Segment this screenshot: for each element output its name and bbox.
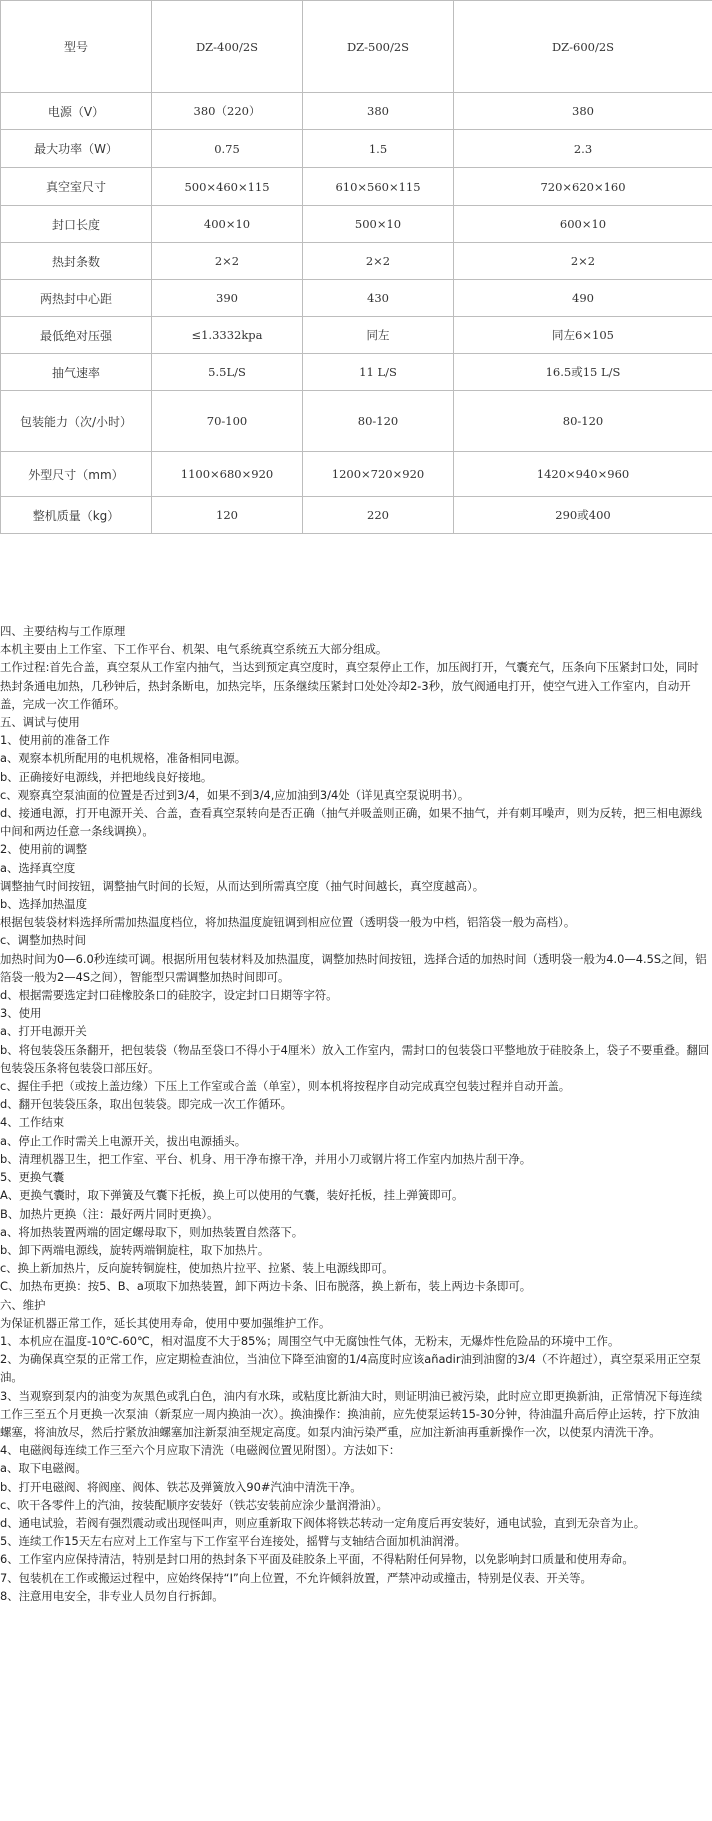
table-cell: 80-120	[303, 391, 454, 452]
list-item: 6、工作室内应保持清洁，特别是封口用的热封条下平面及硅胶条上平面，不得粘附任何异物，以免影响封口质量和使用寿命。	[0, 1552, 634, 1567]
table-cell: 720×620×160	[454, 168, 712, 206]
list-item: d、翻开包装袋压条，取出包装袋。即完成一次工作循环。	[0, 1097, 292, 1112]
table-row	[1, 93, 712, 130]
list-item: c、换上新加热片，反向旋转铜旋柱，使加热片拉平、拉紧、装上电源线即可。	[0, 1261, 394, 1276]
list-item: A、更换气囊时，取下弹簧及气囊下托板，换上可以使用的气囊，装好托板，挂上弹簧即可。	[0, 1188, 464, 1203]
subsection-heading: 3、使用	[0, 1006, 42, 1021]
table-cell: 1.5	[303, 130, 454, 168]
table-row	[1, 391, 712, 452]
header-cell-dz500: DZ-500/2S	[303, 1, 454, 93]
row-label: 电源（V）	[1, 93, 152, 130]
list-item: a、将加热装置两端的固定螺母取下，则加热装置自然落下。	[0, 1224, 304, 1239]
header-cell-dz600: DZ-600/2S	[454, 1, 712, 93]
table-row	[1, 497, 712, 534]
list-item: b、卸下两端电源线，旋转两端铜旋柱，取下加热片。	[0, 1242, 270, 1257]
spec-table	[0, 0, 712, 534]
table-cell: 11 L/S	[303, 354, 454, 391]
subsection-heading: 2、使用前的调整	[0, 842, 87, 857]
list-item: B、加热片更换（注：最好两片同时更换）。	[0, 1206, 219, 1221]
table-row	[1, 280, 712, 317]
table-cell: ≤1.3332kpa	[152, 317, 303, 354]
table-cell: 16.5或15 L/S	[454, 354, 712, 391]
list-item: d、根据需要选定封口硅橡胶条口的硅胶字，设定封口日期等字符。	[0, 988, 338, 1003]
paragraph: 调整抽气时间按钮，调整抽气时间的长短，从而达到所需真空度（抽气时间越长，真空度越高）。	[0, 878, 485, 893]
row-label: 最低绝对压强	[1, 317, 152, 354]
table-cell: 70-100	[152, 391, 303, 452]
list-item: a、观察本机所配用的电机规格，准备相同电源。	[0, 751, 247, 766]
table-cell: 380	[303, 93, 454, 130]
list-item: 4、电磁阀每连续工作三至六个月应取下清洗（电磁阀位置见附图）。方法如下：	[0, 1443, 401, 1458]
table-row	[1, 354, 712, 391]
table-row	[1, 130, 712, 168]
row-label: 抽气速率	[1, 354, 152, 391]
table-row	[1, 243, 712, 280]
list-item: a、打开电源开关	[0, 1024, 87, 1039]
table-cell: 2×2	[454, 243, 712, 280]
list-item: 2、为确保真空泵的正常工作，应定期检查油位，当油位下降至油窗的1/4高度时应该añadir油到油窗的3/4（不许超过），真空泵采用正空泵油。	[0, 1352, 701, 1385]
list-item: 5、连续工作15天左右应对上工作室与下工作室平台连接处，摇臂与支轴结合面加机油润滑。	[0, 1534, 466, 1549]
row-label: 封口长度	[1, 206, 152, 243]
table-cell: 80-120	[454, 391, 712, 452]
section-heading: 六、维护	[0, 1297, 46, 1312]
table-cell: 380（220）	[152, 93, 303, 130]
row-label: 整机质量（kg）	[1, 497, 152, 534]
subsection-heading: 1、使用前的准备工作	[0, 733, 110, 748]
table-cell: 同左6×105	[454, 317, 712, 354]
list-item: b、将包装袋压条翻开，把包装袋（物品至袋口不得小于4厘米）放入工作室内，需封口的包装袋口平整地放于硅胶条上，袋子不要重叠。翻回包装袋压条将包装袋口部压好。	[0, 1042, 710, 1075]
table-cell: 400×10	[152, 206, 303, 243]
row-label: 最大功率（W）	[1, 130, 152, 168]
table-cell: 2.3	[454, 130, 712, 168]
row-label: 真空室尺寸	[1, 168, 152, 206]
table-header-row	[1, 1, 712, 93]
row-label: 热封条数	[1, 243, 152, 280]
list-item: 8、注意用电安全，非专业人员勿自行拆卸。	[0, 1588, 224, 1603]
table-cell: 600×10	[454, 206, 712, 243]
table-cell: 1200×720×920	[303, 452, 454, 497]
row-label: 包装能力（次/小时）	[1, 391, 152, 452]
table-cell: 290或400	[454, 497, 712, 534]
list-item: 7、包装机在工作或搬运过程中，应始终保持“Ⅰ”向上位置，不允许倾斜放置，严禁冲动或撞击，特别是仪表、开关等。	[0, 1570, 592, 1585]
paragraph: 根据包装袋材料选择所需加热温度档位，将加热温度旋钮调到相应位置（透明袋一般为中档，铝箔袋一般为高档）。	[0, 915, 576, 930]
list-item: c、吹干各零件上的汽油，按装配顺序安装好（铁芯安装前应涂少量润滑油）。	[0, 1497, 388, 1512]
table-cell: 2×2	[303, 243, 454, 280]
list-item: c、调整加热时间	[0, 933, 86, 948]
table-cell: 同左	[303, 317, 454, 354]
list-item: 1、本机应在温度-10℃-60℃，相对温度不大于85%；周围空气中无腐蚀性气体，无粉末，无爆炸性危险品的环境中工作。	[0, 1333, 620, 1348]
table-cell: 500×10	[303, 206, 454, 243]
list-item: 3、当观察到泵内的油变为灰黑色或乳白色，油内有水珠，或粘度比新油大时，则证明油已被污染，此时应立即更换新油，正常情况下每连续工作三至五个月更换一次泵油（新泵应一周内换油一次）。换油操作：换油前，应先使泵运转15-30分钟，待油温升高后停止运转，拧下放油螺塞，将油放尽，然后拧紧放油螺塞加注新泵油至规定高度。如泵内油污染严重，应加注新油再重新操作一次，以使泵内清洗干净。	[0, 1388, 703, 1439]
table-cell: 2×2	[152, 243, 303, 280]
table-cell: 1100×680×920	[152, 452, 303, 497]
subsection-heading: 4、工作结束	[0, 1115, 65, 1130]
row-label: 外型尺寸（mm）	[1, 452, 152, 497]
table-row	[1, 317, 712, 354]
list-item: c、观察真空泵油面的位置是否过到3/4，如果不到3/4,应加油到3/4处（详见真空泵说明书）。	[0, 787, 470, 802]
list-item: b、选择加热温度	[0, 897, 87, 912]
table-cell: 0.75	[152, 130, 303, 168]
manual-text	[0, 622, 712, 1605]
table-cell: 5.5L/S	[152, 354, 303, 391]
table-cell: 490	[454, 280, 712, 317]
list-item: b、打开电磁阀、将阀座、阀体、铁芯及弹簧放入90#汽油中清洗干净。	[0, 1479, 362, 1494]
table-cell: 390	[152, 280, 303, 317]
list-item: d、通电试验，若阀有强烈震动或出现怪叫声，则应重新取下阀体将铁芯转动一定角度后再安装好，通电试验，直到无杂音为止。	[0, 1515, 646, 1530]
subsection-heading: 5、更换气囊	[0, 1170, 65, 1185]
row-label: 两热封中心距	[1, 280, 152, 317]
list-item: d、接通电源，打开电源开关、合盖，查看真空泵转向是否正确（抽气并吸盖则正确，如果不抽气，并有刺耳噪声，则为反转，把三相电源线中间和两边任意一条线调换）。	[0, 806, 703, 839]
paragraph: 加热时间为0—6.0秒连续可调。根据所用包装材料及加热温度，调整加热时间按钮，选择合适的加热时间（透明袋一般为4.0—4.5S之间，铝箔袋一般为2—4S之间），智能型只需调整加热时间即可。	[0, 951, 707, 984]
paragraph: 工作过程:首先合盖，真空泵从工作室内抽气，当达到预定真空度时，真空泵停止工作，加压阀打开，气囊充气，压条向下压紧封口处，同时热封条通电加热，几秒钟后，热封条断电，加热完毕，压条继续压紧封口处处冷却2-3秒，放气阀通电打开，使空气进入工作室内，自动开盖，完成一次工作循环。	[0, 660, 699, 711]
table-cell: 610×560×115	[303, 168, 454, 206]
table-row	[1, 168, 712, 206]
section-heading: 五、调试与使用	[0, 715, 80, 730]
header-cell-model: 型号	[1, 1, 152, 93]
table-cell: 220	[303, 497, 454, 534]
list-item: a、停止工作时需关上电源开关，拔出电源插头。	[0, 1133, 247, 1148]
list-item: b、清理机器卫生，把工作室、平台、机身、用干净布擦干净，并用小刀或钢片将工作室内加热片刮干净。	[0, 1151, 532, 1166]
table-cell: 430	[303, 280, 454, 317]
list-item: a、选择真空度	[0, 860, 76, 875]
table-cell: 500×460×115	[152, 168, 303, 206]
paragraph: 本机主要由上工作室、下工作平台、机架、电气系统真空系统五大部分组成。	[0, 642, 388, 657]
table-row	[1, 206, 712, 243]
list-item: C、加热布更换：按5、B、a项取下加热装置，卸下两边卡条、旧布脱落，换上新布，装上两边卡条即可。	[0, 1279, 532, 1294]
table-cell: 1420×940×960	[454, 452, 712, 497]
section-heading: 四、主要结构与工作原理	[0, 624, 126, 638]
table-row	[1, 452, 712, 497]
header-cell-dz400: DZ-400/2S	[152, 1, 303, 93]
table-cell: 380	[454, 93, 712, 130]
list-item: b、正确接好电源线，并把地线良好接地。	[0, 769, 213, 784]
list-item: a、取下电磁阀。	[0, 1461, 87, 1476]
list-item: c、握住手把（或按上盖边缘）下压上工作室或合盖（单室），则本机将按程序自动完成真空包装过程并自动开盖。	[0, 1079, 571, 1094]
paragraph: 为保证机器正常工作，延长其使用寿命，使用中要加强维护工作。	[0, 1315, 331, 1330]
table-cell: 120	[152, 497, 303, 534]
